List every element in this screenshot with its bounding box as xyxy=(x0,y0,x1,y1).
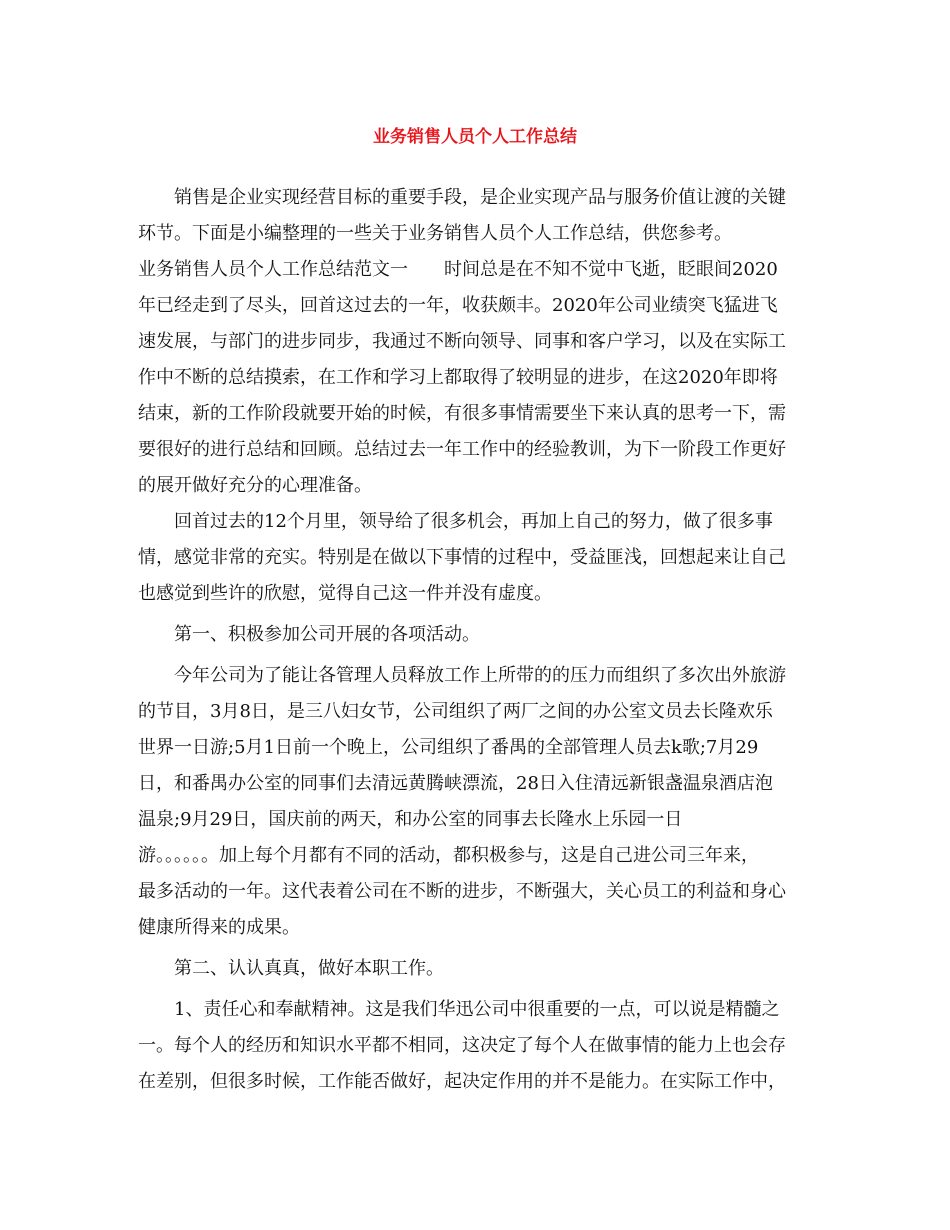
text-line: 第一、积极参加公司开展的各项活动。 xyxy=(174,624,480,645)
text-line: 销售是企业实现经营目标的重要手段，是企业实现产品与服务价值让渡的关键 xyxy=(174,187,786,208)
text-line: 第二、认认真真，做好本职工作。 xyxy=(174,958,444,979)
text-line: 环节。下面是小编整理的一些关于业务销售人员个人工作总结，供您参考。 xyxy=(138,223,732,244)
text-line: 也感觉到些许的欣慰，觉得自己这一件并没有虚度。 xyxy=(138,583,552,604)
text-line: 结束，新的工作阶段就要开始的时候，有很多事情需要坐下来认真的思考一下，需 xyxy=(138,403,786,424)
text-line: 要很好的进行总结和回顾。总结过去一年工作中的经验教训，为下一阶段工作更好 xyxy=(138,439,786,460)
text-line: 年已经走到了尽头，回首这过去的一年，收获颇丰。2020年公司业绩突飞猛进飞 xyxy=(138,295,778,316)
section-heading: 业务销售人员个人工作总结范文一 xyxy=(138,259,408,280)
text-line: 速发展，与部门的进步同步，我通过不断向领导、同事和客户学习，以及在实际工 xyxy=(138,331,786,352)
text-line: 世界一日游;5月1日前一个晚上，公司组织了番禺的全部管理人员去k歌;7月29 xyxy=(138,737,759,758)
text-line: 的展开做好充分的心理准备。 xyxy=(138,475,372,496)
text-segment: 时间总是在不知不觉中飞逝，眨眼间2020 xyxy=(444,259,778,280)
text-line: 作中不断的总结摸索，在工作和学习上都取得了较明显的进步，在这2020年即将 xyxy=(138,367,778,388)
text-line: 最多活动的一年。这代表着公司在不断的进步，不断强大，关心员工的利益和身心 xyxy=(138,881,786,902)
text-line: 情，感觉非常的充实。特别是在做以下事情的过程中，受益匪浅，回想起来让自己 xyxy=(138,547,786,568)
text-line xyxy=(138,252,778,288)
text-line: 一。每个人的经历和知识水平都不相同，这决定了每个人在做事情的能力上也会存 xyxy=(138,1035,786,1056)
text-line: 回首过去的12个月里，领导给了很多机会，再加上自己的努力，做了很多事 xyxy=(174,511,773,532)
text-line: 健康所得来的成果。 xyxy=(138,917,300,938)
text-line: 温泉;9月29日，国庆前的两天，和办公室的同事去长隆水上乐园一日 xyxy=(138,809,683,830)
text-line: 游。。。。。。加上每个月都有不同的活动，都积极参与，这是自己进公司三年来， xyxy=(138,845,759,866)
text-line: 的节目，3月8日，是三八妇女节，公司组织了两厂之间的办公室文员去长隆欢乐 xyxy=(138,701,773,722)
text-line: 今年公司为了能让各管理人员释放工作上所带的的压力而组织了多次出外旅游 xyxy=(174,665,786,686)
text-line: 在差别，但很多时候，工作能否做好，起决定作用的并不是能力。在实际工作中， xyxy=(138,1071,786,1092)
text-line: 日，和番禺办公室的同事们去清远黄腾峡漂流，28日入住清远新银盏温泉酒店泡 xyxy=(138,773,773,794)
page-title: 业务销售人员个人工作总结 xyxy=(373,127,577,147)
text-line: 1、责任心和奉献精神。这是我们华迅公司中很重要的一点，可以说是精髓之 xyxy=(174,999,780,1020)
